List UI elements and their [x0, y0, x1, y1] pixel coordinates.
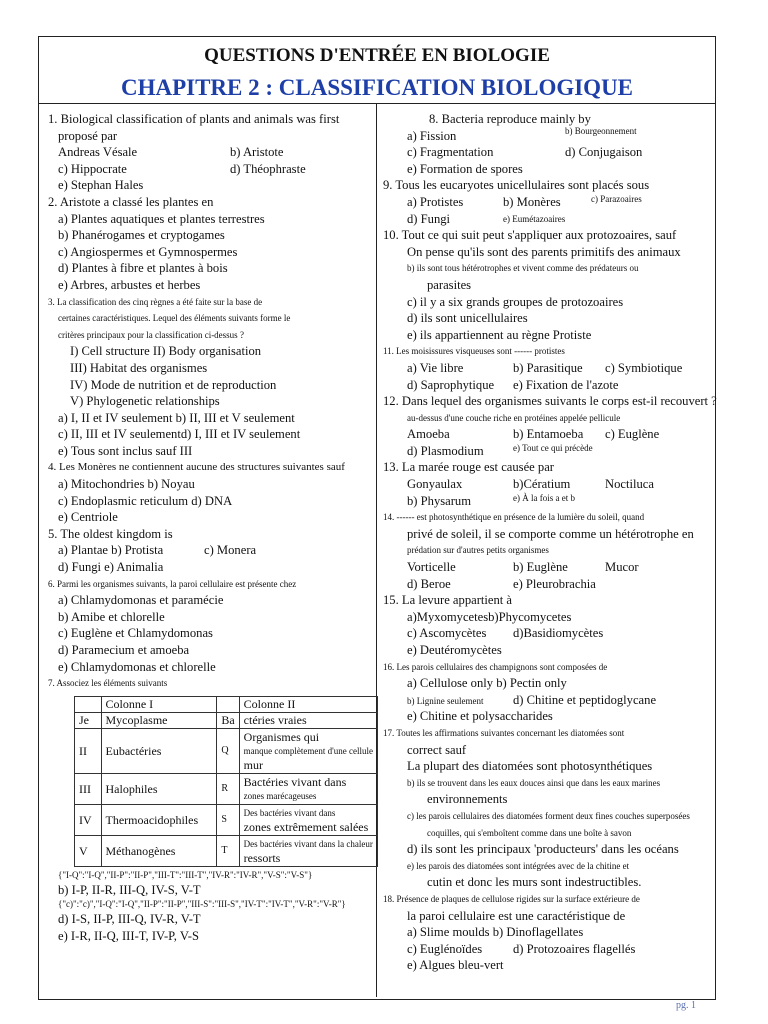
table-cell — [239, 835, 377, 866]
left-column — [48, 111, 378, 945]
option: b) Euglène — [513, 560, 568, 575]
option-row — [383, 377, 755, 394]
question-1: 1. Biological classification of plants and animals was first — [48, 112, 340, 126]
question-4: 4. Les Monères ne contiennent aucune des structures suivantes sauf — [48, 461, 345, 474]
question-6: 6. Parmi les organismes suivants, la paroi cellulaire est présente chez — [48, 578, 297, 589]
option: d) Paramecium et amoeba — [58, 643, 190, 657]
option: c) II, III et IV seulementd) I, III et IV seulement — [58, 427, 301, 442]
question-5: 5. The oldest kingdom is — [48, 526, 173, 541]
criterion: I) Cell structure II) Body organisation — [70, 344, 262, 359]
option: b) Parasitique — [513, 360, 583, 375]
option: e) Algues bleu-vert — [407, 958, 504, 973]
table-cell: IV — [75, 804, 102, 835]
option: b)Cératium — [513, 477, 571, 492]
table-row — [75, 712, 378, 728]
association-table — [74, 696, 378, 867]
option: Vorticelle — [407, 560, 456, 575]
cell-line: ressorts — [243, 850, 281, 865]
table-cell: R — [217, 773, 239, 804]
table-row — [75, 835, 378, 866]
option: a) Protistes — [407, 194, 464, 209]
table-cell: Thermoacidophiles — [101, 804, 217, 835]
option: d) Plasmodium — [407, 443, 484, 458]
answer-code: {"I-Q":"I-Q","II-P":"II-P","III-T":"III-T","IV-R":"IV-R","V-S":"V-S"} — [58, 869, 313, 880]
table-cell: Mycoplasme — [101, 712, 217, 728]
option: c) Symbiotique — [605, 360, 683, 375]
option: e) Eumétazoaires — [503, 213, 566, 224]
option: On pense qu'ils sont des parents primitifs des animaux — [407, 244, 681, 259]
question-2: 2. Aristote a classé les plantes en — [48, 194, 214, 209]
option: c) Endoplasmic reticulum d) DNA — [58, 493, 233, 508]
table-cell: Méthanogènes — [101, 835, 217, 866]
table-cell: III — [75, 773, 102, 804]
table-row — [75, 728, 378, 773]
question-text: privé de soleil, il se comporte comme un hétérotrophe en — [407, 526, 694, 541]
option: d) I-S, II-P, III-Q, IV-R, V-T — [58, 912, 201, 927]
option: b) Lignine seulement — [407, 695, 484, 706]
option: e) Formation de spores — [407, 161, 523, 176]
table-cell: Halophiles — [101, 773, 217, 804]
option-row — [383, 211, 755, 228]
option: b) Phanérogames et cryptogames — [58, 228, 225, 243]
table-cell — [239, 804, 377, 835]
option: Amoeba — [407, 427, 450, 442]
option-row — [383, 360, 755, 377]
table-cell: II — [75, 728, 102, 773]
option: e) Deutéromycètes — [407, 643, 502, 657]
option: e) Tout ce qui précède — [513, 442, 593, 453]
question-text: la paroi cellulaire est une caractéristique de — [407, 908, 626, 923]
question-text: critères principaux pour la classification ci-dessus ? — [58, 329, 244, 340]
option: d) Théophraste — [230, 161, 306, 176]
question-7: 7. Associez les éléments suivants — [48, 678, 168, 689]
option-row — [383, 625, 755, 642]
table-cell: ctéries vraies — [239, 712, 377, 728]
option-row — [383, 125, 755, 145]
option: d) ils sont les principaux 'producteurs' dans les océans — [407, 842, 679, 857]
criterion: V) Phylogenetic relationships — [70, 394, 220, 409]
option: d) Fungi e) Animalia — [58, 560, 164, 575]
question-11: 11. Les moisissures visqueuses sont ------ protistes — [383, 346, 565, 357]
option: b) Bourgeonnement — [565, 125, 637, 136]
question-17: 17. Toutes les affirmations suivantes concernant les diatomées sont — [383, 727, 625, 738]
table-cell: Q — [217, 728, 239, 773]
option-row — [383, 576, 755, 593]
question-16: 16. Les parois cellulaires des champignons sont composées de — [383, 661, 608, 672]
question-13: 13. La marée rouge est causée par — [383, 460, 554, 475]
option-row — [48, 161, 378, 178]
option-row — [383, 941, 755, 958]
column-header: Colonne I — [101, 696, 217, 712]
option-row — [383, 493, 755, 510]
option: Noctiluca — [605, 477, 654, 492]
option: a) Cellulose only b) Pectin only — [407, 676, 567, 691]
option: Andreas Vésale — [58, 145, 138, 160]
cell-line: Bactéries vivant dans — [243, 774, 347, 789]
table-row — [75, 804, 378, 835]
option: e) ils appartiennent au règne Protiste — [407, 327, 592, 342]
option: c) Parazoaires — [591, 193, 642, 204]
question-text: au-dessus d'une couche riche en protéines appelée pellicule — [407, 412, 621, 423]
option: a) Mitochondries b) Noyau — [58, 477, 195, 492]
option-row — [48, 542, 378, 559]
option: Gonyaulax — [407, 477, 463, 492]
option: b) Physarum — [407, 493, 472, 508]
option: d) Saprophytique — [407, 377, 495, 392]
option: e) Fixation de l'azote — [513, 377, 619, 392]
option: d)Basidiomycètes — [513, 626, 604, 641]
option: a) Plantae b) Protista — [58, 543, 164, 558]
option-continued: coquilles, qui s'emboîtent comme dans une boîte à savon — [427, 827, 632, 838]
option-row — [383, 692, 755, 709]
option: e) I-R, II-Q, III-T, IV-P, V-S — [58, 928, 199, 943]
option-row — [383, 194, 755, 211]
question-14: 14. ------ est photosynthétique en présence de la lumière du soleil, quand — [383, 512, 645, 523]
answer-code: {"c)":"c)","I-Q":"I-Q","II-P":"II-P","III-S":"III-S","IV-T":"IV-T","V-R":"V-R"} — [58, 899, 346, 910]
question-8: 8. Bacteria reproduce mainly by — [429, 112, 591, 126]
cell-line: zones marécageuses — [243, 790, 317, 801]
table-cell: Je — [75, 712, 102, 728]
question-15: 15. La levure appartient à — [383, 593, 513, 608]
option: e) Chlamydomonas et chlorelle — [58, 659, 216, 674]
option: d) Beroe — [407, 576, 451, 591]
option: a) Slime moulds b) Dinoflagellates — [407, 925, 584, 940]
table-cell: Ba — [217, 712, 239, 728]
question-text: correct sauf — [407, 742, 467, 757]
option: c) Monera — [204, 543, 257, 558]
option: a) Plantes aquatiques et plantes terrestres — [58, 211, 265, 226]
question-text: certaines caractéristiques. Lequel des éléments suivants forme le — [58, 313, 291, 324]
option-continued: environnements — [427, 792, 508, 807]
option: e) Arbres, arbustes et herbes — [58, 277, 201, 292]
table-cell: T — [217, 835, 239, 866]
option-row — [383, 559, 755, 576]
question-text: proposé par — [58, 128, 118, 143]
cell-line: Des bactéries vivant dans — [243, 807, 336, 818]
option: La plupart des diatomées sont photosynthétiques — [407, 759, 653, 774]
chapter-title: CHAPITRE 2 : CLASSIFICATION BIOLOGIQUE — [120, 75, 634, 100]
table-cell: V — [75, 835, 102, 866]
option: c) il y a six grands groupes de protozoaires — [407, 294, 624, 309]
option: c) Hippocrate — [58, 161, 127, 176]
question-9: 9. Tous les eucaryotes unicellulaires sont placés sous — [383, 178, 650, 193]
option: c) les parois cellulaires des diatomées forment deux fines couches superposées — [407, 810, 690, 821]
option: c) Ascomycètes — [407, 626, 487, 641]
page-header — [39, 37, 715, 104]
option: c) Euglène et Chlamydomonas — [58, 626, 213, 641]
option: e) Centriole — [58, 510, 118, 525]
cell-line: mur — [243, 757, 263, 772]
right-column — [383, 111, 755, 974]
option-continued: cutin et donc les murs sont indestructibles. — [427, 875, 642, 890]
table-cell — [239, 773, 377, 804]
criterion: IV) Mode de nutrition et de reproduction — [70, 377, 277, 392]
option: b) Aristote — [230, 145, 284, 160]
option: a) Vie libre — [407, 360, 464, 375]
option: d) Protozoaires flagellés — [513, 941, 636, 956]
option-row — [383, 443, 755, 460]
column-header: Colonne II — [239, 696, 377, 712]
option: d) ils sont unicellulaires — [407, 311, 528, 326]
table-cell: Eubactéries — [101, 728, 217, 773]
option: c) Angiospermes et Gymnospermes — [58, 244, 238, 259]
question-3: 3. La classification des cinq règnes a été faite sur la base de — [48, 296, 263, 307]
option: e) À la fois a et b — [513, 492, 575, 503]
question-12: 12. Dans lequel des organismes suivants le corps est-il recouvert ? — [383, 394, 717, 409]
option: a) I, II et IV seulement b) II, III et V seulement — [58, 410, 295, 425]
option: b) Amibe et chlorelle — [58, 609, 165, 624]
table-row — [75, 773, 378, 804]
option: b) Entamoeba — [513, 427, 584, 442]
question-10: 10. Tout ce qui suit peut s'appliquer aux protozoaires, sauf — [383, 228, 677, 243]
cell-line: manque complètement d'une cellule — [243, 745, 373, 756]
option: e) Chitine et polysaccharides — [407, 709, 553, 724]
table-header — [75, 696, 378, 712]
option: a)Myxomycetesb)Phycomycetes — [407, 609, 572, 624]
option: b) ils se trouvent dans les eaux douces ainsi que dans les eaux marines — [407, 777, 661, 788]
option: b) I-P, II-R, III-Q, IV-S, V-T — [58, 882, 201, 897]
page-title: QUESTIONS D'ENTRÉE EN BIOLOGIE — [204, 45, 550, 66]
option: c) Euglénoïdes — [407, 941, 483, 956]
cell-line: Organismes qui — [243, 729, 320, 744]
option: e) Pleurobrachia — [513, 576, 596, 591]
option-continued: parasites — [427, 277, 472, 292]
cell-line: Des bactéries vivant dans la chaleur — [243, 838, 373, 849]
criterion: III) Habitat des organismes — [70, 360, 208, 375]
option: b) Monères — [503, 194, 561, 209]
table-cell — [239, 728, 377, 773]
page-number: pg. 1 — [676, 1000, 696, 1011]
option: a) Fission — [407, 128, 457, 143]
cell-line: zones extrêmement salées — [243, 819, 369, 834]
option: d) Conjugaison — [565, 145, 643, 160]
option: e) les parois des diatomées sont intégrées avec de la chitine et — [407, 860, 630, 871]
option: c) Euglène — [605, 427, 660, 442]
option: c) Fragmentation — [407, 145, 494, 160]
table-cell: S — [217, 804, 239, 835]
option: Mucor — [605, 560, 639, 575]
option: e) Tous sont inclus sauf III — [58, 443, 193, 458]
option: d) Fungi — [407, 211, 451, 226]
option-row — [48, 144, 378, 161]
option: d) Chitine et peptidoglycane — [513, 692, 657, 707]
question-18: 18. Présence de plaques de cellulose rigides sur la surface extérieure de — [383, 893, 640, 904]
option: a) Chlamydomonas et paramécie — [58, 593, 224, 608]
option: e) Stephan Hales — [58, 178, 144, 193]
question-text: prédation sur d'autres petits organismes — [407, 545, 549, 556]
option: d) Plantes à fibre et plantes à bois — [58, 261, 228, 276]
option-row — [383, 144, 755, 161]
option: b) ils sont tous hétérotrophes et vivent comme des prédateurs ou — [407, 263, 639, 274]
